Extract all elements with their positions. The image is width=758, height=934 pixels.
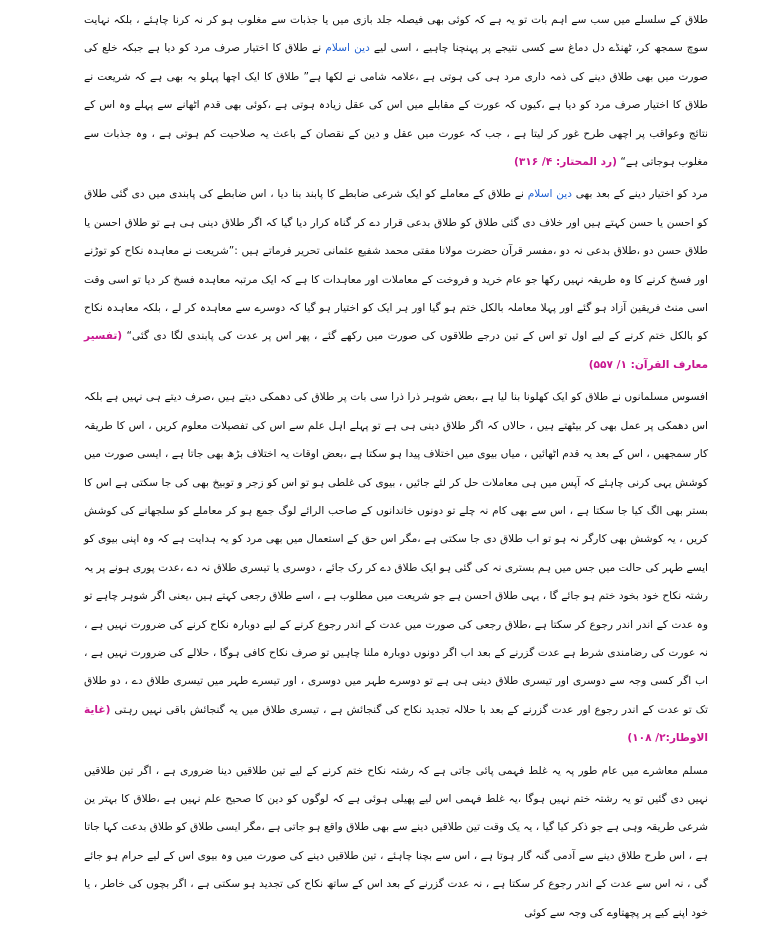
paragraph-4-text-a: مسلم معاشرے میں عام طور پہ یہ غلط فہمی پائی جاتی ہے کہ رشتہ نکاح ختم کرنے کے لیے تین طلاقیں دینا ضروری ہے ، اگر تین طلاقیں نہیں دی گئیں تو یہ رشتہ ختم نہیں ہوگا ،یہ غلط فہمی اس لیے پھیلی ہوئی ہے کہ لوگوں کو دین کا صحیح علم نہیں ہے ،طلاق کا بہتر ین شرعی طریقہ وہی ہے جو ذکر کیا گیا ، یہ یک وقت تین طلاقیں دینے سے بھی طلاق واقع ہو جاتی ہے ،مگر ایسی طلاق کو طلاق بدعت کہا جاتا ہے ، اس طرح طلاق دینے سے آدمی گنہ گار ہوتا ہے ، اس سے بچنا چاہئے ، تین طلاقیں دینے کی صورت میں وہ بیوی اس کے لیے حرام ہو جائے گی ، نہ اس سے عدت کے اندر رجوع کر سکتا ہے ، نہ عدت گزرنے کے بعد اس کے ساتھ نکاح کی تجدید ہو سکتی ہے ، اگر بچوں کی خاطر ، یا خود اپنے کیے پر پچھتاوے کی وجہ سے کوئی (84, 764, 708, 919)
paragraph-2-text-a: مرد کو اختیار دینے کے بعد بھی (571, 188, 708, 201)
paragraph-1-text-a: طلاق کے سلسلے میں سب سے اہم بات تو یہ ہے کہ کوئی بھی فیصلہ جلد بازی میں یا جذبات سے مغلوب ہو کر نہ کرنا چاہئے ، بلکہ نہایت سوچ سمجھ کر، ٹھنڈے دل دماغ سے کسی نتیجے پر پہنچنا چاہیے ، اسی لیے (84, 14, 708, 55)
deen-islam-link[interactable]: دین اسلام (325, 42, 370, 55)
paragraph-1-text-b: نے طلاق کا اختیار صرف مرد کو دیا ہے جبکہ خلع کی صورت میں بھی طلاق دینے کی ذمہ داری مرد ہی کی ہوتی ہے ،علامہ شامی نے لکھا ہے” طلاق کا ایک اچھا پہلو یہ بھی ہے کہ شریعت نے طلاق کا اختیار صرف مرد کو دیا ہے ،کیوں کہ عورت کے مقابلے میں اس کی عقل زیادہ ہوتی ہے ،کوئی بھی قدم اٹھانے سے پہلے وہ اس کے نتائج وعواقب پر اچھی طرح غور کر لیتا ہے ، جب کہ عورت میں عقل و دین کے نقصان کے باعث یہ صلاحیت کم ہوتی ہے ، وہ جذبات سے مغلوب ہوجاتی ہے“ (84, 42, 708, 169)
citation-ghayat-al-awtar: (غایة الاوطار:۲/ ۱۰۸) (84, 703, 708, 745)
citation-maarif-ul-quran: (تفسیر معارف القرآن: ۱/ ۵۵۷) (84, 330, 708, 371)
paragraph-3 (84, 383, 708, 752)
paragraph-2 (84, 180, 708, 379)
paragraph-1 (84, 6, 708, 176)
paragraph-2-text-b: نے طلاق کے معاملے کو ایک شرعی ضابطے کا پابند بنا دیا ، اس ضابطے کی پابندی میں دی گئی طلاق کو احسن یا حسن کہتے ہیں اور خلاف دی گئی طلاق کو طلاق بدعی قرار دے کر گناہ کرار دیا گیا کہ اگر طلاق دینی ہی ہے تو طلاق احسن یا طلاق حسن دو ،طلاق بدعی نہ دو ،مفسر قرآن حضرت مولانا مفتی محمد شفیع عثمانی تحریر فرماتے ہیں :”شریعت نے معاہدہ نکاح کو توڑنے اور فسخ کرنے کا وہ طریقہ نہیں رکھا جو عام خرید و فروخت کے معاملات اور معاہدات کا ہے کہ ایک مرتبہ معاہدہ فسخ کر دیا تو اسی وقت اسی منٹ فریقین آزاد ہو گئے اور پہلا معاملہ بالکل ختم ہو گیا اور ہر ایک کو اختیار ہو گیا کہ دوسرے سے معاہدہ کر لے ، بلکہ معاہدہ نکاح کو بالکل ختم کرنے کے لیے اول تو اس کے تین درجے طلاقوں کی صورت میں رکھے گئے ، پھر اس پر عدت کی پابندی لگا دی گئی“ (84, 188, 708, 343)
paragraph-4 (84, 757, 708, 927)
paragraph-3-text-a: افسوس مسلمانوں نے طلاق کو ایک کھلونا بنا لیا ہے ،بعض شوہر ذرا ذرا سی بات پر طلاق کی دھمکی دیتے ہیں ،صرف دیتے ہی نہیں ہے بلکہ اس دھمکی پر عمل بھی کر بیٹھتے ہیں ، حالاں کہ اگر طلاق دینی ہی ہے تو پہلے اہل علم سے اس کی تفصیلات معلوم کریں ، اس کا طریقہ کار سمجھیں ، اس کے بعد یہ قدم اٹھائیں ، میاں بیوی میں اختلاف پیدا ہو سکتا ہے ،بعض اوقات یہ اختلاف بڑھ بھی جاتا ہے ، ایسی صورت میں کوشش یہی کرنی چاہئے کہ آپس میں ہی معاملات حل کر لئے جائیں ، بیوی کی غلطی ہو تو اس کو زجر و توبیخ بھی کی جا سکتی ہے اس کا بستر بھی الگ کیا جا سکتا ہے ، اس سے بھی کام نہ چلے تو دونوں خاندانوں کے صاحب الرائے لوگ جمع ہو کر معاملے کو سلجھانے کی کوشش کریں ، یہ کوشش بھی کارگر نہ ہو تو اب طلاق دی جا سکتی ہے ،مگر اس حق کے استعمال میں بھی مرد کو یہ ہدایت ہے کہ وہ اپنی بیوی کو ایسے طہر کی حالت میں جس میں ہم بستری نہ کی گئی ہو ایک طلاق دے کر رک جائے ، دوسری یا تیسری طلاق نہ دے ،عدت پوری ہونے پر یہ رشتہ نکاح خود بخود ختم ہو جائے گا ، یہی طلاق احسن ہے جو شریعت میں مطلوب ہے ، اسے طلاق رجعی کہتے ہیں ،یعنی اگر شوہر چاہے تو وہ عدت کے اندر اندر رجوع کر سکتا ہے ،طلاق رجعی کی صورت میں عدت کے اندر رجوع کرنے کے لیے دوبارہ نکاح کرنے کی ضرورت نہیں ہے ، نہ عورت کی رضامندی شرط ہے عدت گزرنے کے بعد اب اگر دونوں دوبارہ ملنا چاہیں تو صرف نکاح کافی ہوگا ، حلالے کی ضرورت نہیں ہے ، اب اگر کسی وجہ سے دوسری اور تیسری طلاق دینی ہی ہے تو دوسرے طہر میں دوسری ، اور تیسرے طہر میں تیسری طلاق دے ، دو طلاق تک تو عدت کے اندر رجوع اور عدت گزرنے کے بعد با حلالہ تجدید نکاح کی گنجائش ہے ، تیسری طلاق میں یہ گنجائش باقی نہیں رہتی (84, 391, 708, 716)
deen-islam-link[interactable]: دین اسلام (527, 188, 572, 201)
article-body (84, 6, 708, 931)
citation-radd-al-muhtar: (رد المحتار: ۴/ ۳۱۶) (513, 156, 618, 169)
